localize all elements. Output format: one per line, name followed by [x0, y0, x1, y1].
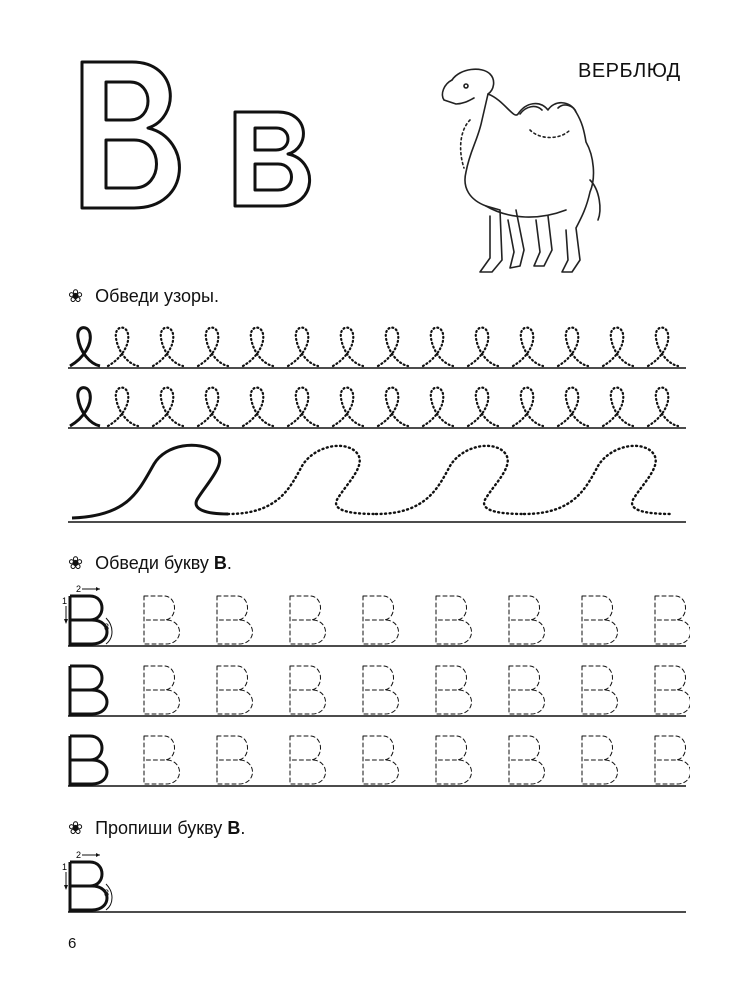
- loop-trace: [513, 328, 543, 366]
- dashed-letter: [509, 596, 545, 644]
- dashed-letters: [144, 666, 690, 714]
- dashed-letter: [363, 596, 399, 644]
- loop-trace: [558, 388, 588, 426]
- dashed-letter: [582, 666, 618, 714]
- capital-letter-outline: [82, 62, 179, 208]
- dashed-letter: [363, 736, 399, 784]
- pattern-rows: [68, 318, 688, 530]
- flower-icon: ❀: [68, 818, 84, 838]
- loop-trace: [378, 328, 408, 366]
- trace-row-2: [68, 666, 690, 716]
- wave-trace: [228, 446, 376, 514]
- svg-text:1: 1: [62, 862, 68, 872]
- loop-trace: [513, 388, 543, 426]
- letter-sample: [70, 736, 107, 784]
- letter-sample: [70, 596, 110, 644]
- loop-trace: [108, 328, 138, 366]
- loop-trace: [333, 388, 363, 426]
- letter-sample: [70, 862, 110, 910]
- task-write-letter: [68, 818, 245, 839]
- svg-text:2: 2: [76, 584, 82, 594]
- loop-trace: [378, 388, 408, 426]
- loop-trace: [243, 388, 273, 426]
- dashed-letter: [217, 596, 253, 644]
- task-trace-letter: [68, 553, 232, 574]
- loop-traces: [108, 388, 678, 426]
- dashed-letter: [144, 596, 180, 644]
- letter-trace-rows: [60, 582, 690, 794]
- task-text: Обведи узоры.: [95, 286, 219, 306]
- dashed-letter: [509, 666, 545, 714]
- svg-text:3: 3: [104, 888, 110, 898]
- svg-text:2: 2: [76, 850, 82, 860]
- flower-icon: ❀: [68, 286, 84, 306]
- small-letter-outline: [235, 112, 310, 206]
- dashed-letter: [436, 736, 472, 784]
- dashed-letter: [144, 736, 180, 784]
- wave-traces: [228, 446, 672, 514]
- dashed-letter: [290, 596, 326, 644]
- loop-trace: [153, 328, 183, 366]
- dashed-letter: [655, 736, 690, 784]
- wave-trace: [376, 446, 524, 514]
- loop-trace: [423, 388, 453, 426]
- loop-trace: [468, 388, 498, 426]
- loop-trace: [288, 328, 318, 366]
- trace-row-3: [68, 736, 690, 786]
- svg-text:3: 3: [104, 622, 110, 632]
- camel-icon: [430, 60, 610, 280]
- loop-traces: [108, 328, 678, 366]
- loop-trace: [648, 388, 678, 426]
- dashed-letter: [144, 666, 180, 714]
- dashed-letter: [655, 666, 690, 714]
- task-text: Обведи букву В.: [95, 553, 232, 573]
- dashed-letter: [582, 596, 618, 644]
- pattern-row-loops-2: [68, 388, 686, 428]
- loop-trace: [603, 328, 633, 366]
- big-outline-letters: [60, 50, 320, 220]
- word-label: ВЕРБЛЮД: [578, 60, 681, 82]
- task-text: Пропиши букву В.: [95, 818, 246, 838]
- dashed-letter: [436, 596, 472, 644]
- pattern-row-loops-1: [68, 328, 686, 368]
- dashed-letter: [582, 736, 618, 784]
- loop-trace: [108, 388, 138, 426]
- loop-trace: [468, 328, 498, 366]
- wave-sample: [72, 445, 228, 518]
- svg-text:1: 1: [62, 596, 68, 606]
- loop-trace: [333, 328, 363, 366]
- loop-trace: [198, 388, 228, 426]
- dashed-letter: [217, 666, 253, 714]
- loop-trace: [288, 388, 318, 426]
- dashed-letter: [509, 736, 545, 784]
- dashed-letter: [436, 666, 472, 714]
- dashed-letter: [655, 596, 690, 644]
- trace-row-1: [62, 584, 690, 646]
- pattern-row-waves: [68, 445, 686, 522]
- dashed-letter: [217, 736, 253, 784]
- dashed-letter: [290, 736, 326, 784]
- loop-sample: [70, 328, 100, 366]
- loop-sample: [70, 388, 100, 426]
- loop-trace: [648, 328, 678, 366]
- loop-trace: [423, 328, 453, 366]
- task-trace-patterns: [68, 286, 219, 307]
- letter-sample: [70, 666, 107, 714]
- dashed-letters: [144, 596, 690, 644]
- page-number: 6: [68, 935, 77, 952]
- write-row: [60, 848, 690, 918]
- flower-icon: ❀: [68, 553, 84, 573]
- loop-trace: [558, 328, 588, 366]
- loop-trace: [153, 388, 183, 426]
- loop-trace: [603, 388, 633, 426]
- dashed-letter: [290, 666, 326, 714]
- loop-trace: [198, 328, 228, 366]
- wave-trace: [524, 446, 672, 514]
- dashed-letters: [144, 736, 690, 784]
- loop-trace: [243, 328, 273, 366]
- dashed-letter: [363, 666, 399, 714]
